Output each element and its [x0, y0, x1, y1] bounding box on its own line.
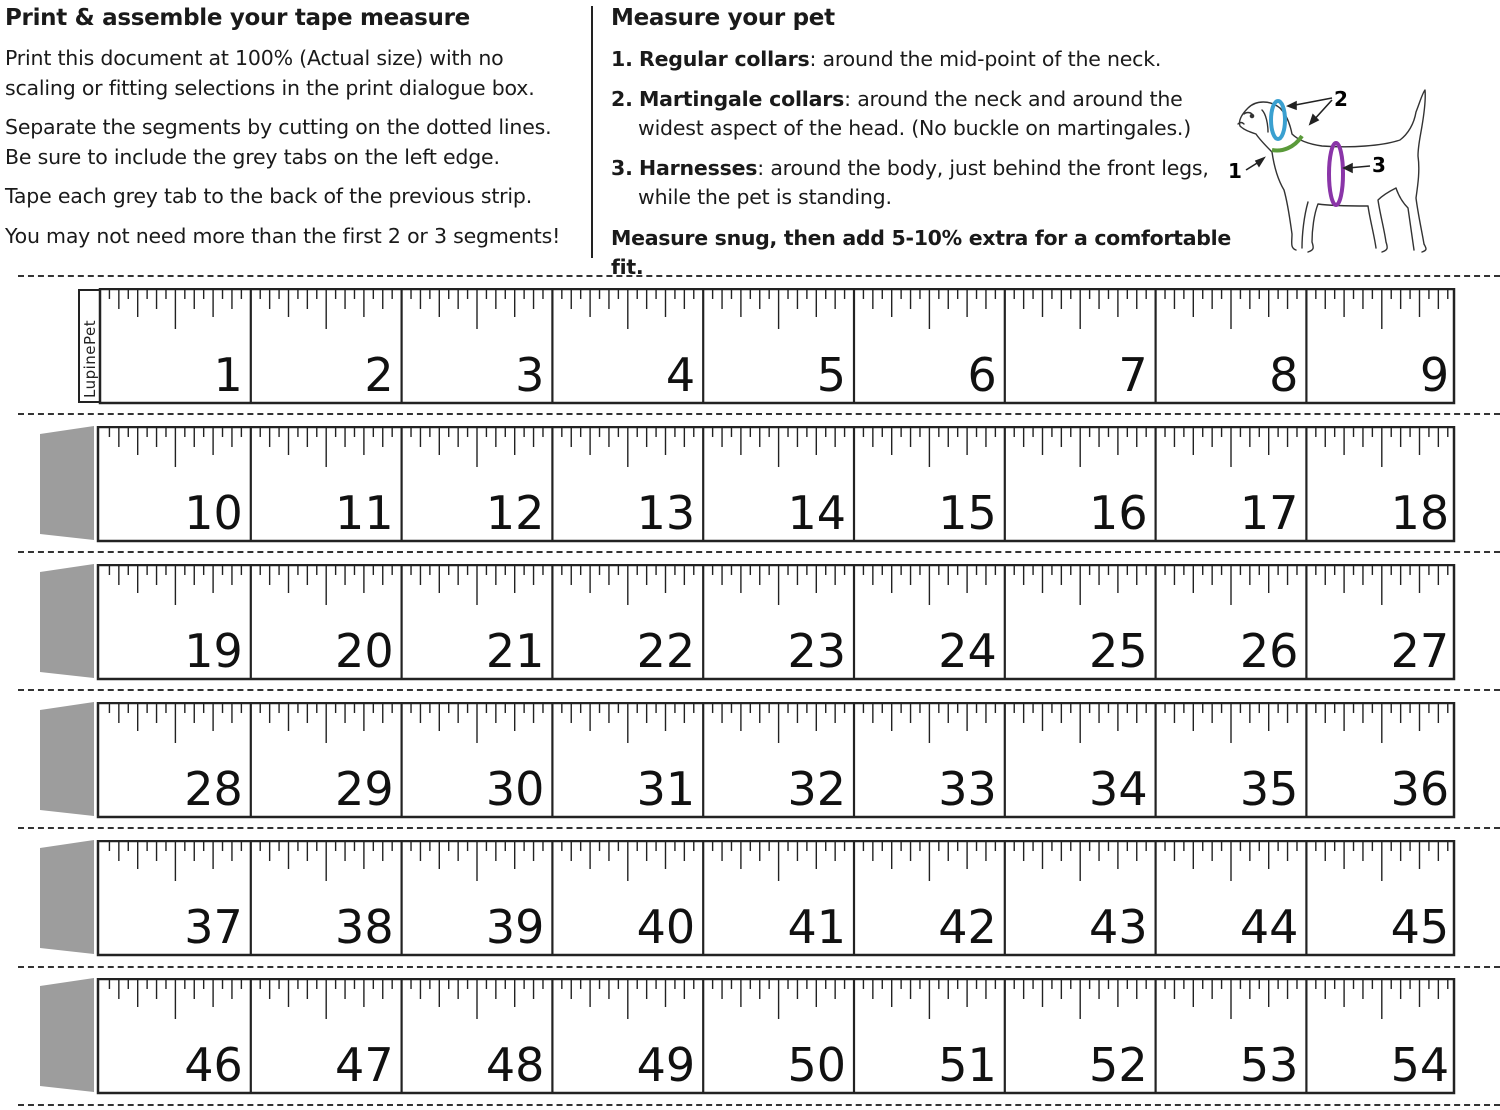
diagram-arrows: [1246, 98, 1370, 172]
instruction-line: Print this document at 100% (Actual size) with no: [5, 46, 504, 70]
inch-number: 43: [1089, 900, 1148, 954]
measure-heading: Measure your pet: [611, 5, 835, 31]
tape-tab: [40, 426, 94, 540]
inch-number: 18: [1390, 486, 1450, 540]
inch-number: 42: [938, 900, 997, 954]
inch-number: 26: [1239, 624, 1299, 678]
instruction-line: Tape each grey tab to the back of the previous strip.: [5, 184, 533, 208]
inch-number: 37: [184, 900, 243, 954]
inch-number: 54: [1390, 1038, 1450, 1092]
inch-number: 46: [184, 1038, 243, 1092]
inch-number: 33: [938, 762, 997, 816]
item-number: 1.: [611, 47, 633, 71]
inch-number: 10: [184, 486, 243, 540]
instruction-line: You may not need more than the first 2 or 3 segments!: [5, 223, 561, 248]
inch-number: 27: [1390, 624, 1450, 678]
tape-strip: [0, 702, 1500, 820]
cut-line: [18, 413, 1500, 415]
diagram-label-3: 3: [1372, 153, 1386, 177]
tape-strip: [0, 426, 1500, 544]
instruction-line: Be sure to include the grey tabs on the left edge.: [5, 144, 500, 169]
inch-number: 36: [1390, 762, 1450, 816]
assemble-heading: Print & assemble your tape measure: [5, 5, 470, 31]
inch-number: 44: [1239, 900, 1299, 954]
cut-line: [18, 1104, 1500, 1106]
item-text: : around the body, just behind the front legs,: [757, 155, 1209, 180]
inch-number: 12: [485, 486, 545, 540]
item-text: : around the mid-point of the neck.: [809, 47, 1162, 71]
inch-number: 50: [787, 1038, 846, 1092]
tape-strip-graphic: [0, 978, 1500, 1096]
body-band: [1329, 143, 1343, 205]
inch-number: 35: [1239, 762, 1299, 816]
dog-outline: [1238, 90, 1426, 252]
inch-number: 34: [1089, 762, 1148, 816]
inch-number: 30: [485, 762, 545, 816]
item-continuation: while the pet is standing.: [638, 185, 892, 209]
brand-label: LupinePet: [81, 319, 99, 398]
tape-tab: [40, 702, 94, 816]
inch-number: 47: [335, 1038, 394, 1092]
cut-line: [18, 551, 1500, 553]
inch-number: 39: [485, 900, 545, 954]
inch-number: 6: [967, 348, 997, 402]
tape-tab: [40, 840, 94, 954]
inch-number: 3: [515, 348, 545, 402]
tape-strip: [0, 288, 1500, 406]
tape-strip-graphic: [0, 564, 1500, 682]
item-number: 3.: [611, 155, 633, 180]
measure-item-collars: [611, 45, 1251, 75]
diagram-label-1: 1: [1228, 159, 1242, 183]
inch-number: 29: [335, 762, 394, 816]
inch-number: 41: [787, 900, 846, 954]
inch-number: 53: [1239, 1038, 1299, 1092]
inch-number: 40: [636, 900, 696, 954]
tape-strip: [0, 564, 1500, 682]
inch-number: 19: [184, 624, 243, 678]
tape-strip-graphic: [0, 840, 1500, 958]
item-text: : around the neck and around the: [844, 86, 1183, 111]
cut-line: [18, 689, 1500, 691]
inch-number: 38: [335, 900, 394, 954]
inch-number: 23: [787, 624, 846, 678]
tape-strip-graphic: [0, 426, 1500, 544]
inch-number: 28: [184, 762, 243, 816]
inch-number: 20: [335, 624, 394, 678]
inch-number: 25: [1089, 624, 1148, 678]
tape-tab: [40, 978, 94, 1092]
dog-diagram: [1222, 84, 1440, 264]
inch-number: 11: [335, 486, 394, 540]
measure-instructions: [611, 2, 1251, 283]
inch-number: 9: [1419, 348, 1450, 402]
inch-number: 14: [787, 486, 846, 540]
inch-number: 5: [816, 348, 846, 402]
inch-number: 2: [364, 348, 394, 402]
cut-line: [18, 827, 1500, 829]
inch-number: 51: [938, 1038, 997, 1092]
tape-border: [100, 289, 1454, 403]
inch-number: 52: [1089, 1038, 1148, 1092]
item-title: Harnesses: [638, 155, 758, 180]
inch-number: 31: [636, 762, 696, 816]
inch-number: 32: [787, 762, 846, 816]
inch-number: 49: [636, 1038, 696, 1092]
cut-line: [18, 966, 1500, 968]
assemble-instructions: [5, 2, 585, 251]
instruction-line: scaling or fitting selections in the print dialogue box.: [5, 75, 535, 100]
inch-number: 48: [485, 1038, 545, 1092]
inch-number: 45: [1390, 900, 1450, 954]
inch-number: 4: [665, 348, 696, 402]
item-title: Regular collars: [638, 47, 810, 71]
snug-note: Measure snug, then add 5-10% extra for a comfortable fit.: [611, 225, 1231, 279]
measure-item-martingale: [611, 85, 1251, 144]
inch-number: 13: [636, 486, 696, 540]
tape-strip-graphic: [0, 702, 1500, 820]
inch-number: 1: [213, 348, 243, 402]
instruction-line: Separate the segments by cutting on the dotted lines.: [5, 115, 552, 139]
cut-line: [18, 275, 1500, 277]
item-number: 2.: [611, 86, 633, 111]
item-continuation: widest aspect of the head. (No buckle on martingales.): [638, 116, 1192, 140]
measure-item-harness: [611, 154, 1251, 213]
inch-number: 24: [938, 624, 997, 678]
inch-number: 17: [1239, 486, 1299, 540]
diagram-label-2: 2: [1334, 87, 1348, 111]
inch-number: 16: [1089, 486, 1148, 540]
item-title: Martingale collars: [638, 86, 845, 111]
tape-strip: [0, 978, 1500, 1096]
column-divider: [591, 6, 593, 258]
inch-number: 7: [1118, 348, 1148, 402]
inch-number: 22: [636, 624, 696, 678]
tape-strip: [0, 840, 1500, 958]
inch-number: 8: [1269, 348, 1299, 402]
tape-strip-graphic: [0, 288, 1500, 406]
inch-number: 21: [485, 624, 545, 678]
inch-number: 15: [938, 486, 997, 540]
tape-tab: [40, 564, 94, 678]
